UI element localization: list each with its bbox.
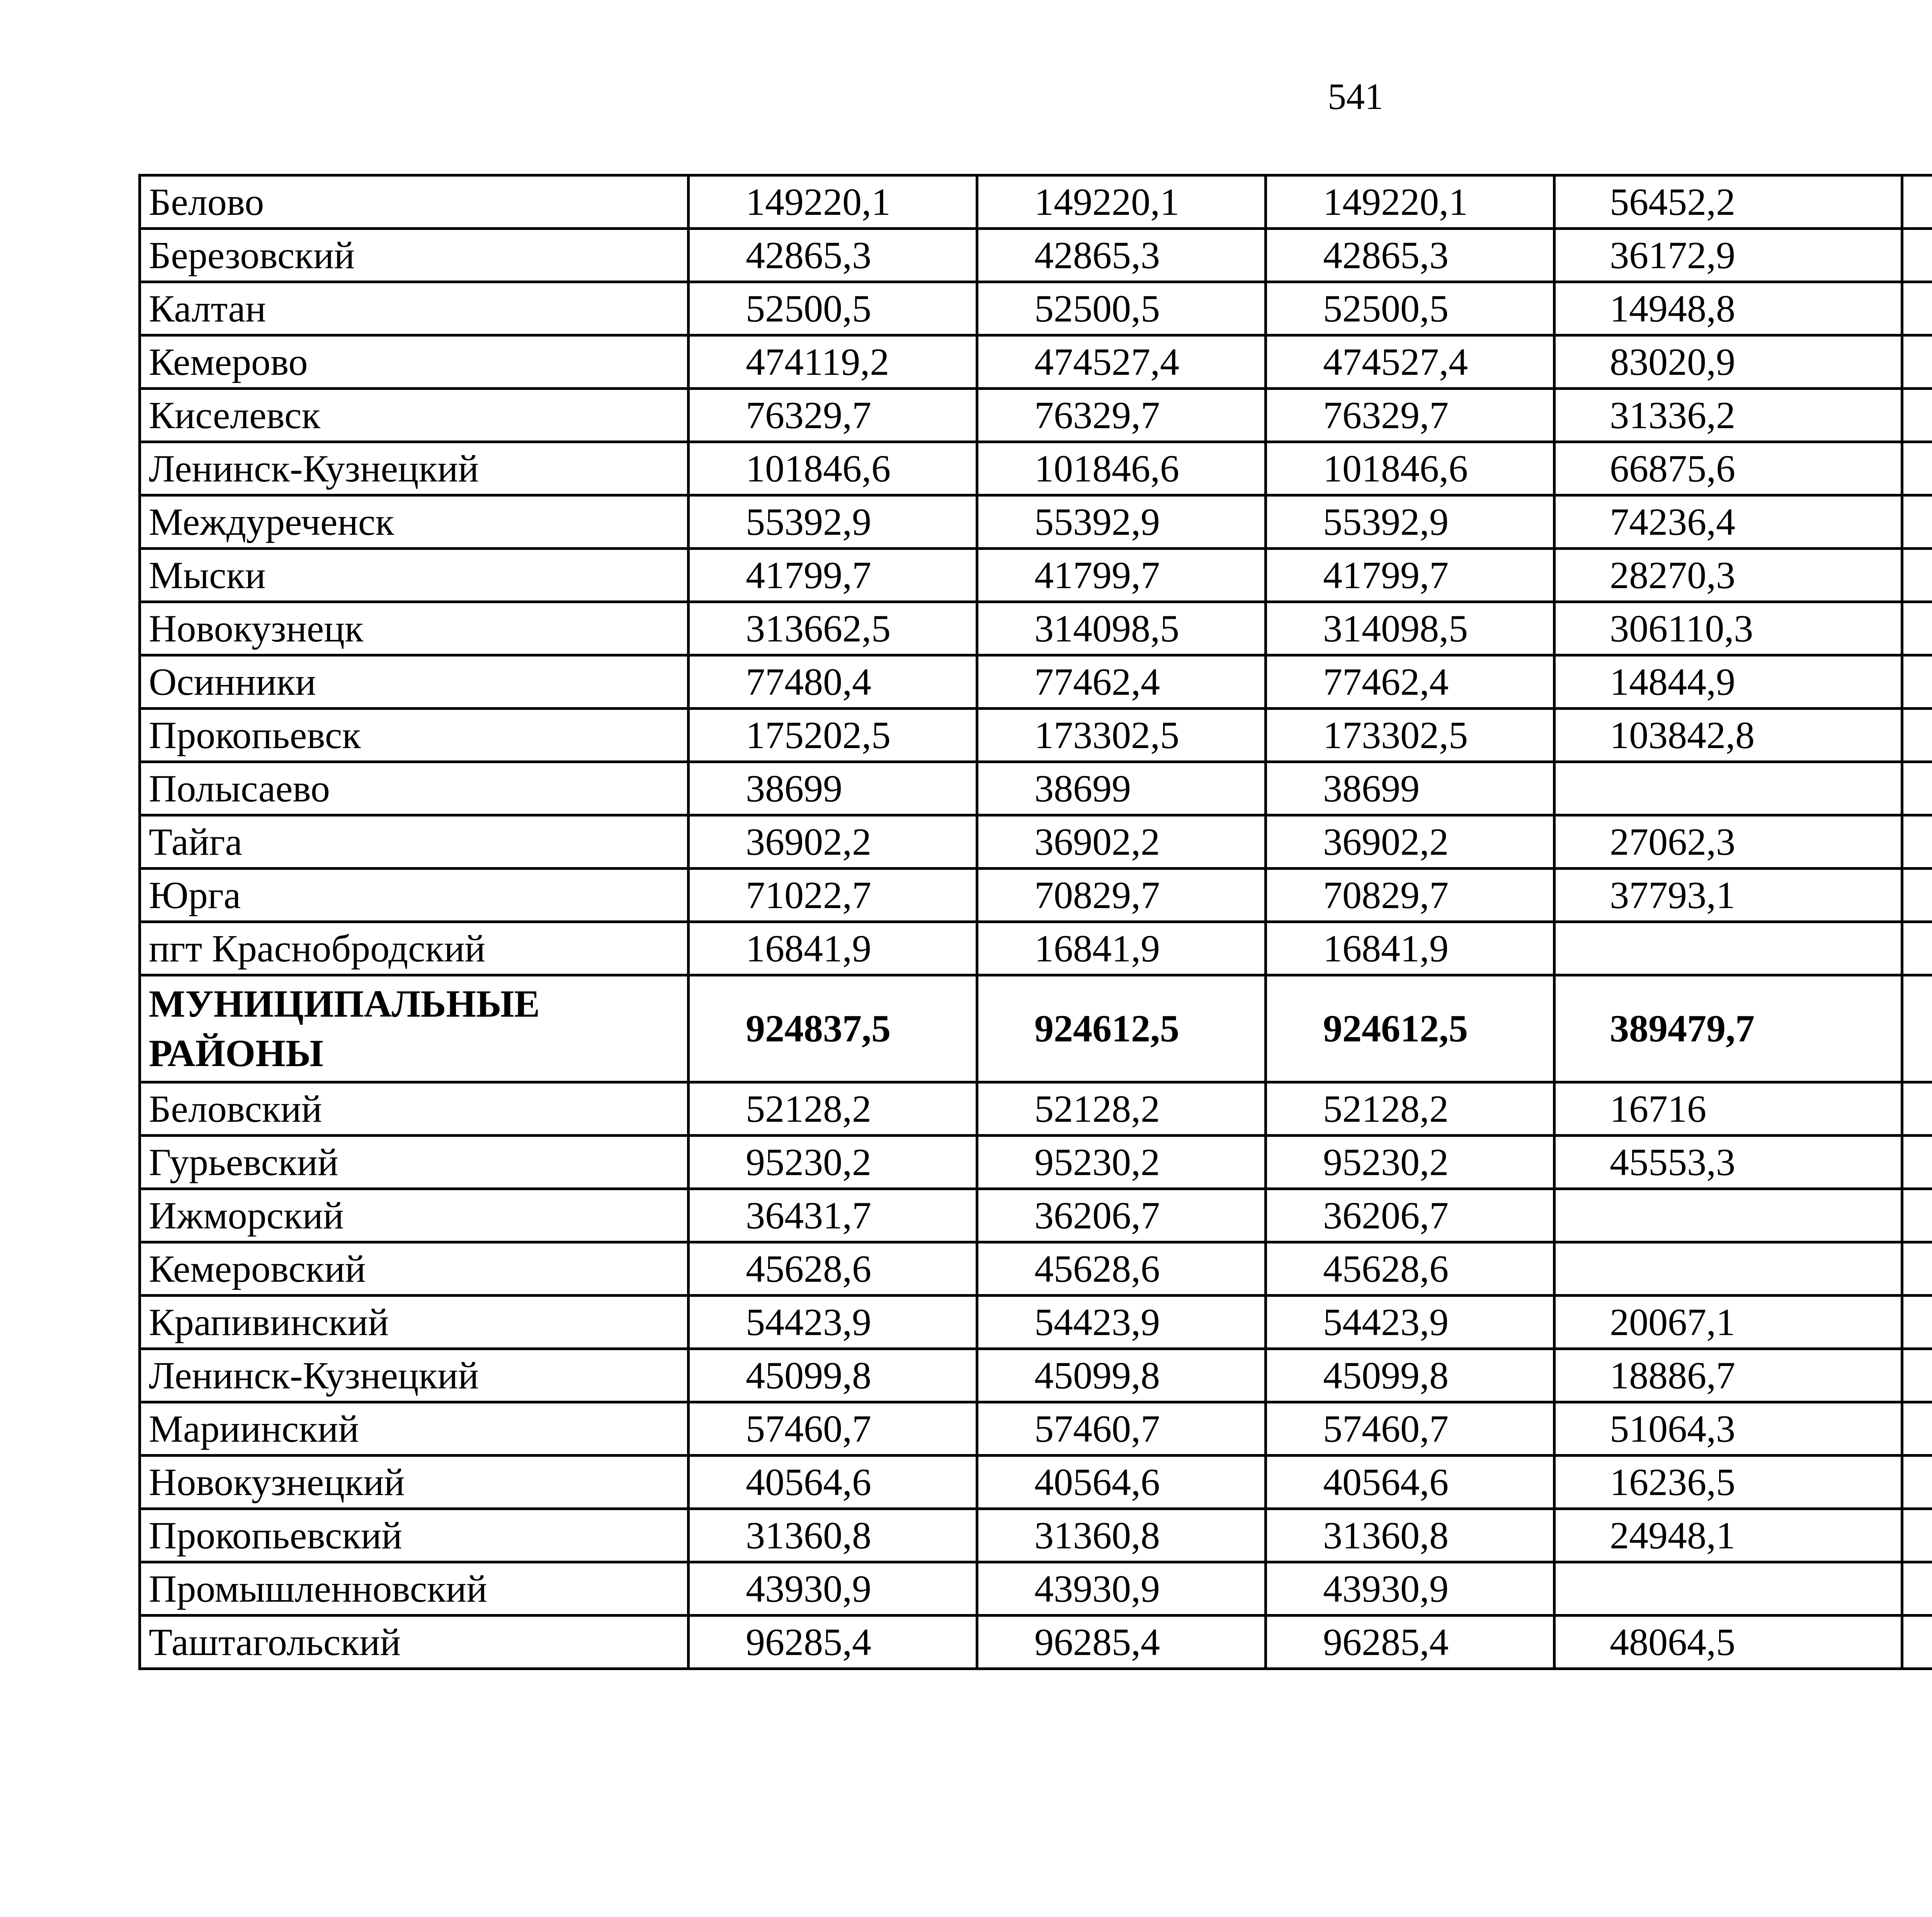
row-name-cell: Кемерово (140, 335, 689, 389)
row-name-cell: Калтан (140, 282, 689, 335)
value-cell-col-1: 313662,5 (689, 602, 977, 655)
row-name-cell: Кемеровский (140, 1242, 689, 1296)
row-name-cell: Мыски (140, 549, 689, 602)
value-cell-col-2: 474527,4 (977, 335, 1266, 389)
value-cell-col-4: 27062,3 (1554, 815, 1902, 869)
value-cell-col-5 (1902, 1402, 1932, 1456)
value-cell-col-4 (1554, 1189, 1902, 1242)
value-cell-col-4: 18886,7 (1554, 1349, 1902, 1402)
value-cell-col-3: 52500,5 (1266, 282, 1554, 335)
value-cell-col-2: 149220,1 (977, 175, 1266, 229)
value-cell-col-3: 43930,9 (1266, 1562, 1554, 1616)
value-cell-col-1: 43930,9 (689, 1562, 977, 1616)
value-cell-col-2: 45099,8 (977, 1349, 1266, 1402)
value-cell-col-5 (1902, 1562, 1932, 1616)
value-cell-col-2: 38699 (977, 762, 1266, 815)
row-name-cell: Крапивинский (140, 1296, 689, 1349)
value-cell-col-3: 36206,7 (1266, 1189, 1554, 1242)
value-cell-col-4: 306110,3 (1554, 602, 1902, 655)
table-body (140, 175, 1932, 1669)
value-cell-col-1: 31360,8 (689, 1509, 977, 1562)
value-cell-col-5 (1902, 922, 1932, 975)
value-cell-col-3: 77462,4 (1266, 655, 1554, 709)
value-cell-col-3: 474527,4 (1266, 335, 1554, 389)
value-cell-col-4: 37793,1 (1554, 869, 1902, 922)
value-cell-col-2: 41799,7 (977, 549, 1266, 602)
value-cell-col-1: 96285,4 (689, 1616, 977, 1669)
value-cell-col-4: 51064,3 (1554, 1402, 1902, 1456)
value-cell-col-5 (1902, 1082, 1932, 1136)
row-name-cell: Промышленновский (140, 1562, 689, 1616)
value-cell-col-5 (1902, 655, 1932, 709)
value-cell-col-3: 924612,5 (1266, 975, 1554, 1082)
table-row (140, 1296, 1932, 1349)
table-row (140, 1082, 1932, 1136)
table-row (140, 1562, 1932, 1616)
value-cell-col-3: 45628,6 (1266, 1242, 1554, 1296)
table-row (140, 655, 1932, 709)
value-cell-col-1: 41799,7 (689, 549, 977, 602)
value-cell-col-3: 95230,2 (1266, 1136, 1554, 1189)
value-cell-col-3: 70829,7 (1266, 869, 1554, 922)
budget-table (138, 174, 1932, 1670)
row-name-cell: Тайга (140, 815, 689, 869)
value-cell-col-3: 31360,8 (1266, 1509, 1554, 1562)
value-cell-col-4: 66875,6 (1554, 442, 1902, 495)
row-name-cell: Киселевск (140, 389, 689, 442)
value-cell-col-5 (1902, 602, 1932, 655)
value-cell-col-1: 36902,2 (689, 815, 977, 869)
row-name-cell: Прокопьевский (140, 1509, 689, 1562)
value-cell-col-5 (1902, 229, 1932, 282)
value-cell-col-4: 83020,9 (1554, 335, 1902, 389)
row-name-cell: Юрга (140, 869, 689, 922)
value-cell-col-3: 149220,1 (1266, 175, 1554, 229)
value-cell-col-1: 16841,9 (689, 922, 977, 975)
value-cell-col-1: 55392,9 (689, 495, 977, 549)
table-row (140, 1616, 1932, 1669)
value-cell-col-1: 71022,7 (689, 869, 977, 922)
value-cell-col-5 (1902, 1242, 1932, 1296)
value-cell-col-2: 95230,2 (977, 1136, 1266, 1189)
row-name-cell: Новокузнецкий (140, 1456, 689, 1509)
value-cell-col-3: 41799,7 (1266, 549, 1554, 602)
value-cell-col-4: 20067,1 (1554, 1296, 1902, 1349)
value-cell-col-1: 77480,4 (689, 655, 977, 709)
value-cell-col-2: 40564,6 (977, 1456, 1266, 1509)
table-row (140, 1136, 1932, 1189)
value-cell-col-4: 16236,5 (1554, 1456, 1902, 1509)
value-cell-col-5 (1902, 815, 1932, 869)
table-row (140, 762, 1932, 815)
table-row (140, 1349, 1932, 1402)
value-cell-col-5 (1902, 1509, 1932, 1562)
value-cell-col-2: 314098,5 (977, 602, 1266, 655)
value-cell-col-2: 77462,4 (977, 655, 1266, 709)
value-cell-col-3: 173302,5 (1266, 709, 1554, 762)
row-name-cell: Березовский (140, 229, 689, 282)
value-cell-col-2: 16841,9 (977, 922, 1266, 975)
table-row (140, 495, 1932, 549)
value-cell-col-5 (1902, 442, 1932, 495)
value-cell-col-3: 16841,9 (1266, 922, 1554, 975)
value-cell-col-1: 101846,6 (689, 442, 977, 495)
value-cell-col-4 (1554, 922, 1902, 975)
row-name-cell: Прокопьевск (140, 709, 689, 762)
table-row (140, 175, 1932, 229)
value-cell-col-3: 40564,6 (1266, 1456, 1554, 1509)
value-cell-col-4: 56452,2 (1554, 175, 1902, 229)
value-cell-col-2: 173302,5 (977, 709, 1266, 762)
value-cell-col-4: 14948,8 (1554, 282, 1902, 335)
value-cell-col-1: 36431,7 (689, 1189, 977, 1242)
value-cell-col-5 (1902, 762, 1932, 815)
table-row (140, 975, 1932, 1082)
row-name-cell: Беловский (140, 1082, 689, 1136)
value-cell-col-1: 149220,1 (689, 175, 977, 229)
value-cell-col-5 (1902, 1296, 1932, 1349)
value-cell-col-5 (1902, 1616, 1932, 1669)
value-cell-col-3: 38699 (1266, 762, 1554, 815)
value-cell-col-4: 16716 (1554, 1082, 1902, 1136)
table-row (140, 1189, 1932, 1242)
value-cell-col-3: 76329,7 (1266, 389, 1554, 442)
value-cell-col-1: 474119,2 (689, 335, 977, 389)
table-row (140, 389, 1932, 442)
value-cell-col-4: 389479,7 (1554, 975, 1902, 1082)
value-cell-col-2: 43930,9 (977, 1562, 1266, 1616)
value-cell-col-3: 96285,4 (1266, 1616, 1554, 1669)
row-name-cell: Полысаево (140, 762, 689, 815)
value-cell-col-4: 28270,3 (1554, 549, 1902, 602)
value-cell-col-4: 45553,3 (1554, 1136, 1902, 1189)
value-cell-col-2: 42865,3 (977, 229, 1266, 282)
value-cell-col-3: 52128,2 (1266, 1082, 1554, 1136)
value-cell-col-4: 36172,9 (1554, 229, 1902, 282)
value-cell-col-1: 76329,7 (689, 389, 977, 442)
value-cell-col-5 (1902, 175, 1932, 229)
table-row (140, 442, 1932, 495)
value-cell-col-2: 52128,2 (977, 1082, 1266, 1136)
value-cell-col-2: 76329,7 (977, 389, 1266, 442)
row-name-cell: МУНИЦИПАЛЬНЫЕ РАЙОНЫ (140, 975, 689, 1082)
value-cell-col-1: 52500,5 (689, 282, 977, 335)
row-name-cell: Гурьевский (140, 1136, 689, 1189)
value-cell-col-4 (1554, 762, 1902, 815)
value-cell-col-2: 54423,9 (977, 1296, 1266, 1349)
row-name-cell: Осинники (140, 655, 689, 709)
row-name-cell: Белово (140, 175, 689, 229)
value-cell-col-5 (1902, 1349, 1932, 1402)
value-cell-col-3: 45099,8 (1266, 1349, 1554, 1402)
table-row (140, 549, 1932, 602)
table-row (140, 869, 1932, 922)
table-row (140, 602, 1932, 655)
value-cell-col-5 (1902, 1189, 1932, 1242)
table-row (140, 1242, 1932, 1296)
value-cell-col-2: 36206,7 (977, 1189, 1266, 1242)
value-cell-col-4 (1554, 1242, 1902, 1296)
value-cell-col-4: 14844,9 (1554, 655, 1902, 709)
page-number: 541 (1328, 76, 1383, 117)
value-cell-col-3: 54423,9 (1266, 1296, 1554, 1349)
value-cell-col-4: 48064,5 (1554, 1616, 1902, 1669)
table-row (140, 1402, 1932, 1456)
value-cell-col-4: 103842,8 (1554, 709, 1902, 762)
value-cell-col-2: 45628,6 (977, 1242, 1266, 1296)
row-name-cell: Ижморский (140, 1189, 689, 1242)
value-cell-col-1: 175202,5 (689, 709, 977, 762)
value-cell-col-5 (1902, 335, 1932, 389)
value-cell-col-5 (1902, 549, 1932, 602)
value-cell-col-4: 24948,1 (1554, 1509, 1902, 1562)
value-cell-col-1: 924837,5 (689, 975, 977, 1082)
value-cell-col-5 (1902, 1136, 1932, 1189)
value-cell-col-5 (1902, 495, 1932, 549)
value-cell-col-5 (1902, 389, 1932, 442)
value-cell-col-5 (1902, 975, 1932, 1082)
value-cell-col-1: 38699 (689, 762, 977, 815)
table-row (140, 922, 1932, 975)
value-cell-col-5 (1902, 282, 1932, 335)
value-cell-col-3: 57460,7 (1266, 1402, 1554, 1456)
value-cell-col-3: 42865,3 (1266, 229, 1554, 282)
value-cell-col-2: 96285,4 (977, 1616, 1266, 1669)
table-row (140, 1456, 1932, 1509)
value-cell-col-3: 314098,5 (1266, 602, 1554, 655)
value-cell-col-2: 924612,5 (977, 975, 1266, 1082)
row-name-cell: пгт Краснобродский (140, 922, 689, 975)
value-cell-col-3: 101846,6 (1266, 442, 1554, 495)
table-row (140, 709, 1932, 762)
value-cell-col-2: 101846,6 (977, 442, 1266, 495)
value-cell-col-1: 42865,3 (689, 229, 977, 282)
value-cell-col-4: 31336,2 (1554, 389, 1902, 442)
row-name-cell: Новокузнецк (140, 602, 689, 655)
value-cell-col-1: 54423,9 (689, 1296, 977, 1349)
value-cell-col-2: 52500,5 (977, 282, 1266, 335)
row-name-cell: Мариинский (140, 1402, 689, 1456)
table-row (140, 1509, 1932, 1562)
row-name-cell: Ленинск-Кузнецкий (140, 1349, 689, 1402)
value-cell-col-4: 74236,4 (1554, 495, 1902, 549)
row-name-cell: Ленинск-Кузнецкий (140, 442, 689, 495)
table-row (140, 335, 1932, 389)
row-name-cell: Междуреченск (140, 495, 689, 549)
value-cell-col-1: 52128,2 (689, 1082, 977, 1136)
value-cell-col-2: 55392,9 (977, 495, 1266, 549)
value-cell-col-2: 70829,7 (977, 869, 1266, 922)
table-row (140, 815, 1932, 869)
value-cell-col-5 (1902, 869, 1932, 922)
value-cell-col-5 (1902, 1456, 1932, 1509)
table-row (140, 282, 1932, 335)
value-cell-col-2: 36902,2 (977, 815, 1266, 869)
value-cell-col-2: 31360,8 (977, 1509, 1266, 1562)
value-cell-col-3: 55392,9 (1266, 495, 1554, 549)
value-cell-col-1: 40564,6 (689, 1456, 977, 1509)
table-row (140, 229, 1932, 282)
row-name-cell: Таштагольский (140, 1616, 689, 1669)
value-cell-col-1: 57460,7 (689, 1402, 977, 1456)
value-cell-col-4 (1554, 1562, 1902, 1616)
value-cell-col-3: 36902,2 (1266, 815, 1554, 869)
value-cell-col-2: 57460,7 (977, 1402, 1266, 1456)
value-cell-col-1: 45099,8 (689, 1349, 977, 1402)
value-cell-col-1: 95230,2 (689, 1136, 977, 1189)
value-cell-col-5 (1902, 709, 1932, 762)
value-cell-col-1: 45628,6 (689, 1242, 977, 1296)
